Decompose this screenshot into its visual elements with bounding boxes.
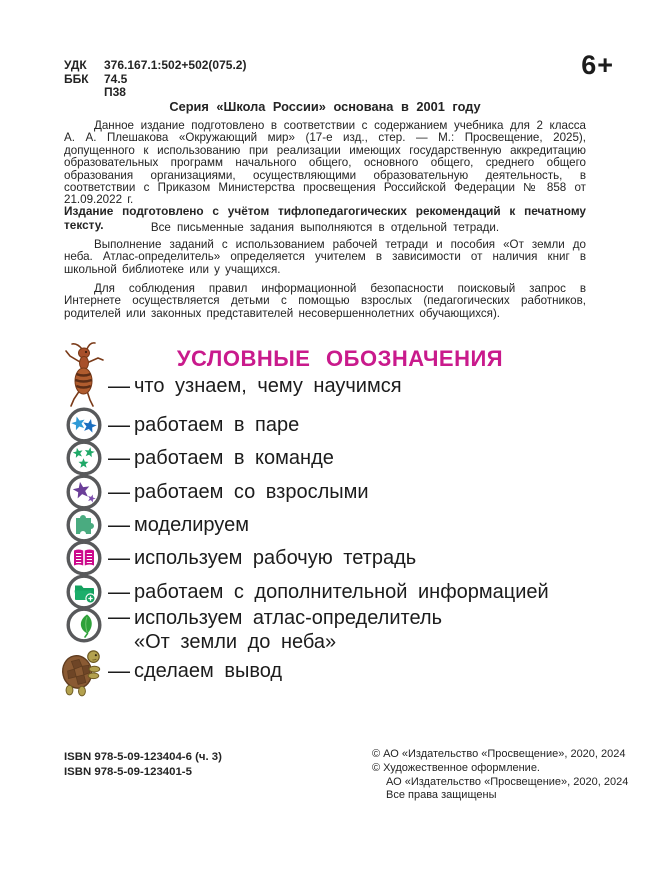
legend-row-learn (64, 374, 402, 398)
udk-value: 376.167.1:502+502(075.2) (104, 58, 247, 72)
legend-label: моделируем (134, 514, 249, 536)
legend-label: работаем в паре (134, 414, 300, 436)
dash: — (108, 658, 130, 683)
legend-label: работаем с дополнительной информацией (134, 581, 549, 603)
copyright-line: © Художественное оформление. (372, 761, 540, 774)
copyright-line: Все права защищены (386, 789, 497, 802)
age-rating-badge: 6+ (581, 50, 614, 80)
dash: — (108, 545, 130, 570)
written-tasks-note: Все письменные задания выполняются в отдельной тетради. (150, 221, 500, 234)
dash: — (108, 512, 130, 537)
dash: — (108, 604, 130, 629)
series-line: Серия «Школа России» основана в 2001 году (169, 99, 481, 114)
legend-row-conclusion (64, 645, 282, 697)
turtle-icon (64, 645, 104, 697)
legend-row-team (64, 439, 334, 477)
legend-label: используем рабочую тетрадь (134, 547, 417, 569)
dash: — (108, 579, 130, 604)
copyright-block (372, 748, 628, 803)
dash: — (108, 412, 130, 437)
udk-label: УДК (64, 58, 87, 72)
team-stars-icon (64, 439, 104, 477)
isbn-block (64, 750, 222, 780)
copyright-line: © АО «Издательство «Просвещение», 2020, 2024 (372, 748, 626, 760)
leaf-icon (64, 606, 104, 644)
dash: — (108, 373, 130, 398)
bbk-value: 74.5 (104, 71, 128, 86)
legend-row-workbook (64, 539, 416, 577)
legend-label: используем атлас-определитель «От земли до неба» (134, 607, 442, 653)
copyright-line: АО «Издательство «Просвещение», 2020, 2024 (386, 775, 629, 788)
legend-title: УСЛОВНЫЕ ОБОЗНАЧЕНИЯ (176, 346, 504, 371)
typhlo-note: Издание подготовлено с учётом тифлопедагогических рекомендаций к печатному тексту. (64, 204, 586, 232)
legend-label: что узнаем, чему научимся (134, 375, 402, 397)
legend-label: работаем со взрослыми (134, 481, 369, 503)
bibliographic-codes (64, 59, 246, 100)
dash: — (108, 479, 130, 504)
notebook-icon (64, 539, 104, 577)
legend-label: сделаем вывод (134, 660, 283, 682)
bbk-label: ББК (64, 71, 89, 86)
legend-label: работаем в команде (134, 447, 334, 469)
isbn-line: ISBN 978-5-09-123404-6 (ч. 3) (64, 751, 222, 763)
workbook-paragraph: Выполнение заданий с использованием рабочей тетради и пособия «От земли до неба. Атлас-определитель» определяется учителем в зависимости от наличия книг в школьной библиотеке или у учащихся. (64, 238, 586, 276)
book-code: П38 (104, 85, 126, 99)
safety-paragraph: Для соблюдения правил информационной безопасности поисковый запрос в Интернете осуществляется детьми с помощью взрослых (педагогических работников, родителей или законных представителей несовершеннолетних обучающихся). (64, 282, 586, 320)
dash: — (108, 445, 130, 470)
edition-paragraph: Данное издание подготовлено в соответствии с содержанием учебника для 2 класса А. А. Плешакова «Окружающий мир» (17-е изд., стер. — М.: Просвещение, 2025), допущенного к использованию при реализации имеющих государственную аккредитацию образовательных программ начального общего, основного общего, среднего общего образования организациями, осуществляющими образовательную деятельность, в соответствии с Приказом Министерства просвещения Российской Федерации № 858 от 21.09.2022 г. (64, 119, 586, 207)
isbn-line: ISBN 978-5-09-123401-5 (64, 766, 192, 778)
